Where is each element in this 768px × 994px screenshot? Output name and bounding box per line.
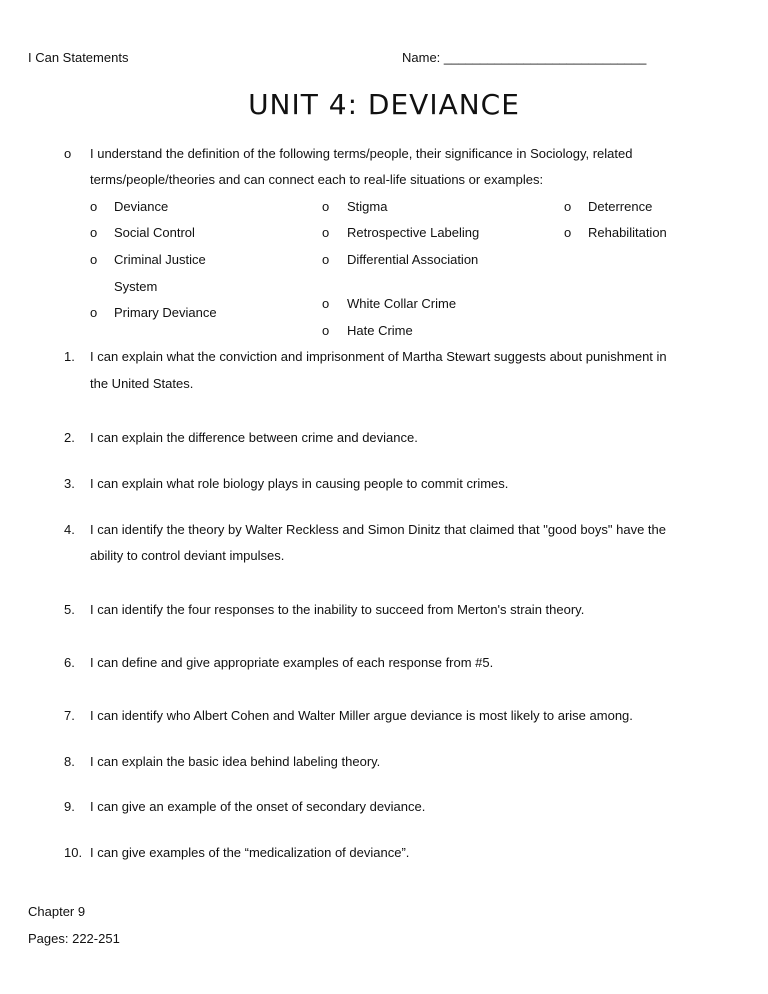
statement-10: I can give examples of the “medicalization of deviance”. xyxy=(90,845,410,860)
bullet-icon: o xyxy=(322,296,330,311)
term-stigma: Stigma xyxy=(347,199,388,214)
statement-9: I can give an example of the onset of secondary deviance. xyxy=(90,799,426,814)
bullet-icon: o xyxy=(64,146,72,161)
statement-1-line-1: I can explain what the conviction and imprisonment of Martha Stewart suggests about punishment in xyxy=(90,349,667,364)
statement-5: I can identify the four responses to the inability to succeed from Merton's strain theory. xyxy=(90,602,585,617)
statement-8: I can explain the basic idea behind labeling theory. xyxy=(90,754,381,769)
bullet-icon: o xyxy=(90,252,98,267)
statement-number: 6. xyxy=(64,655,75,670)
statement-1-line-2: the United States. xyxy=(90,376,194,391)
bullet-icon: o xyxy=(322,252,330,267)
page-title: UNIT 4: DEVIANCE xyxy=(248,88,520,121)
intro-line-1: I understand the definition of the following terms/people, their significance in Sociology, related xyxy=(90,146,633,161)
statement-number: 2. xyxy=(64,430,75,445)
statement-4-line-2: ability to control deviant impulses. xyxy=(90,548,285,563)
term-social-control: Social Control xyxy=(114,225,195,240)
statement-number: 8. xyxy=(64,754,75,769)
bullet-icon: o xyxy=(322,323,330,338)
bullet-icon: o xyxy=(564,225,572,240)
statement-7: I can identify who Albert Cohen and Walter Miller argue deviance is most likely to arise among. xyxy=(90,708,633,723)
term-criminal-justice-cont: System xyxy=(114,279,158,294)
term-deterrence: Deterrence xyxy=(588,199,653,214)
term-hate-crime: Hate Crime xyxy=(347,323,413,338)
statement-number: 4. xyxy=(64,522,75,537)
term-differential-association: Differential Association xyxy=(347,252,479,267)
chapter-label: Chapter 9 xyxy=(28,904,86,919)
bullet-icon: o xyxy=(90,225,98,240)
bullet-icon: o xyxy=(564,199,572,214)
name-field-label: Name: ____________________________ xyxy=(402,50,647,65)
statement-number: 3. xyxy=(64,476,75,491)
pages-label: Pages: 222-251 xyxy=(28,931,120,946)
statement-2: I can explain the difference between crime and deviance. xyxy=(90,430,418,445)
term-white-collar-crime: White Collar Crime xyxy=(347,296,457,311)
bullet-icon: o xyxy=(90,199,98,214)
statement-number: 5. xyxy=(64,602,75,617)
statement-number: 9. xyxy=(64,799,75,814)
header-title: I Can Statements xyxy=(28,50,129,65)
statement-3: I can explain what role biology plays in causing people to commit crimes. xyxy=(90,476,509,491)
statement-number: 1. xyxy=(64,349,75,364)
statement-6: I can define and give appropriate examples of each response from #5. xyxy=(90,655,494,670)
term-retrospective-labeling: Retrospective Labeling xyxy=(347,225,480,240)
term-primary-deviance: Primary Deviance xyxy=(114,305,217,320)
bullet-icon: o xyxy=(322,199,330,214)
term-criminal-justice: Criminal Justice xyxy=(114,252,206,267)
intro-line-2: terms/people/theories and can connect each to real-life situations or examples: xyxy=(90,172,544,187)
term-deviance: Deviance xyxy=(114,199,169,214)
term-rehabilitation: Rehabilitation xyxy=(588,225,667,240)
statement-number: 7. xyxy=(64,708,75,723)
bullet-icon: o xyxy=(90,305,98,320)
statement-number: 10. xyxy=(64,845,83,860)
bullet-icon: o xyxy=(322,225,330,240)
statement-4-line-1: I can identify the theory by Walter Reckless and Simon Dinitz that claimed that "good boys" have the xyxy=(90,522,666,537)
